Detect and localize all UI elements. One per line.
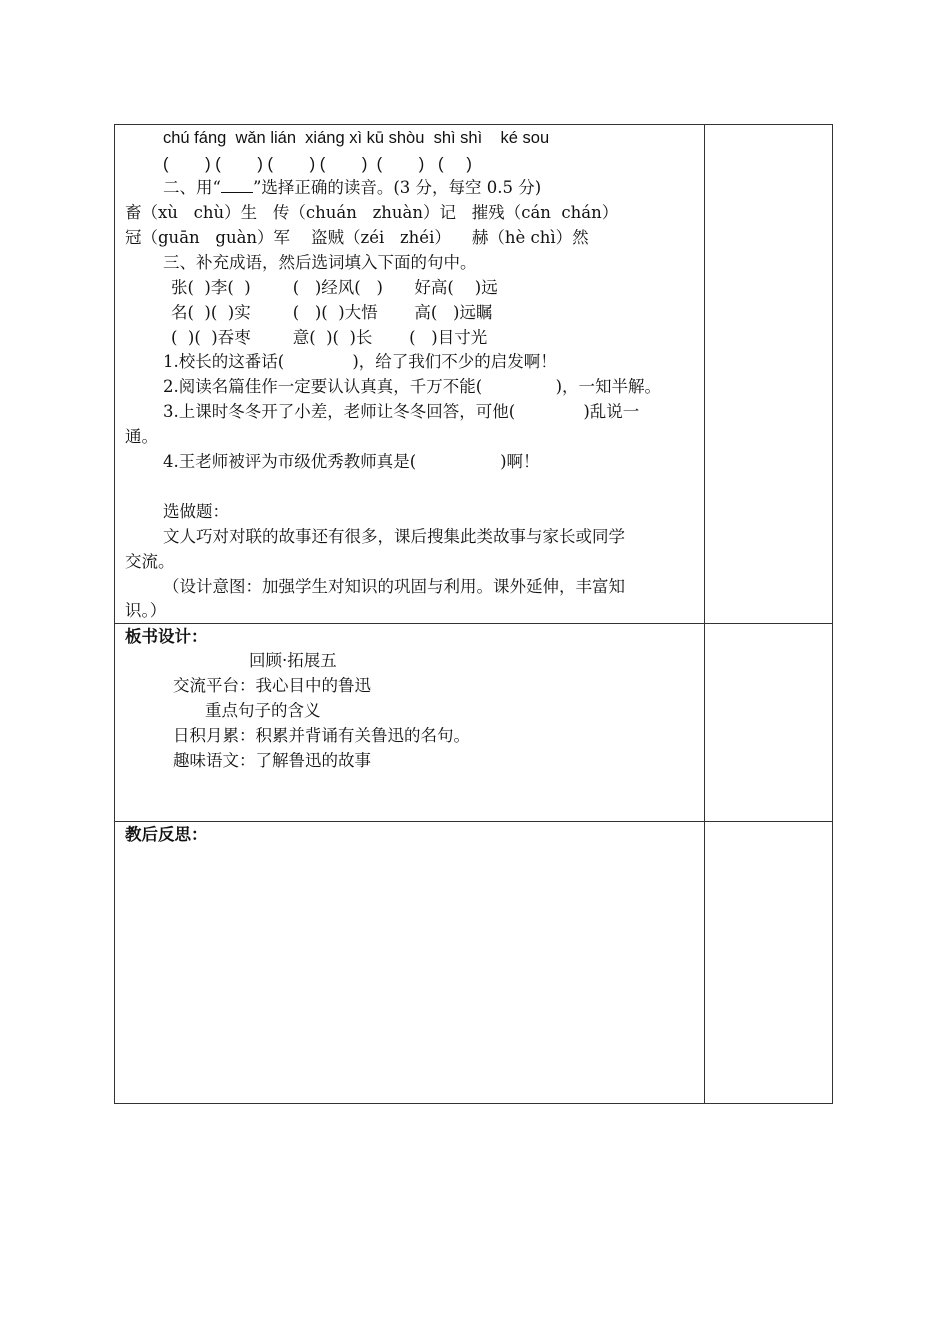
underline-mark (221, 178, 253, 193)
board-line-4: 趣味语文：了解鲁迅的故事 (173, 751, 371, 770)
pinyin-row: chú fáng wǎn lián xiáng xì kū shòu shì shì ké sou (163, 129, 550, 147)
exercise-section (115, 125, 704, 623)
lesson-plan-table (114, 124, 833, 1104)
q2-line-1: 畜（xù chù）生 传（chuán zhuàn）记 摧残（cán chán） (125, 203, 619, 222)
board-line-3: 日积月累：积累并背诵有关鲁迅的名句。 (173, 726, 470, 745)
reflection-section (115, 821, 704, 1105)
sentence-4: 4.王老师被评为市级优秀教师真是( )啊！ (163, 452, 540, 471)
optional-title: 选做题： (163, 502, 229, 521)
idiom-row-1: 张( )李( ) ( )经风( ) 好高( )远 (171, 278, 498, 297)
board-title: 回顾·拓展五 (249, 651, 337, 670)
idiom-row-3: ( )( )吞枣 意( )( )长 ( )目寸光 (171, 328, 488, 347)
design-intent: （设计意图：加强学生对知识的巩固与利用。课外延伸，丰富知 (163, 577, 625, 596)
q2-title: 二、用“ ”选择正确的读音。(3 分，每空 0.5 分) (163, 178, 542, 197)
q2-line-2: 冠（guān guàn）军 盗贼（zéi zhéi） 赫（hè chì）然 (125, 228, 589, 247)
sentence-3: 3.上课时冬冬开了小差，老师让冬冬回答，可他( )乱说一 (163, 402, 640, 421)
q3-title: 三、补充成语，然后选词填入下面的句中。 (163, 253, 477, 272)
answer-paren-row: ( ) ( ) ( ) ( ) ( ) ( ) (163, 155, 472, 173)
idiom-row-2: 名( )( )实 ( )( )大悟 高( )远瞩 (171, 303, 493, 322)
sentence-3-cont: 通。 (125, 427, 158, 446)
optional-text-cont: 交流。 (125, 552, 175, 571)
column-divider (704, 125, 705, 1103)
design-intent-cont: 识。） (125, 601, 167, 620)
reflection-label: 教后反思： (125, 825, 208, 844)
board-design-label: 板书设计： (125, 627, 208, 646)
board-line-2: 重点句子的含义 (205, 701, 321, 720)
board-line-1: 交流平台：我心目中的鲁迅 (173, 676, 371, 695)
sentence-2: 2.阅读名篇佳作一定要认认真真，千万不能( )，一知半解。 (163, 377, 662, 396)
optional-text: 文人巧对对联的故事还有很多，课后搜集此类故事与家长或同学 (163, 527, 625, 546)
sentence-1: 1.校长的这番话( )，给了我们不少的启发啊！ (163, 352, 557, 371)
board-design-section (115, 623, 704, 821)
